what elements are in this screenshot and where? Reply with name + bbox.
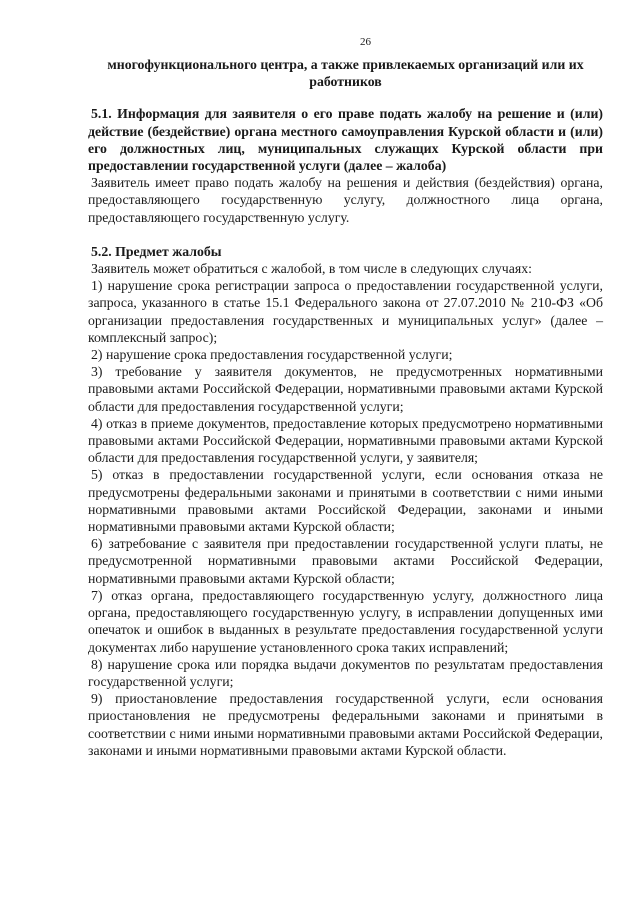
page-number: 26 <box>360 36 371 48</box>
list-item: 6) затребование с заявителя при предоставлении государственной услуги платы, не предусмотренной нормативными правовыми актами Российской Федерации, нормативными правовыми актами Курской области; <box>88 536 603 586</box>
document-page <box>88 36 603 759</box>
continued-section-title: многофункционального центра, а также привлекаемых организаций или их работников <box>107 57 584 90</box>
list-item: 5) отказ в предоставлении государственной услуги, если основания отказа не предусмотрены федеральными законами и принятыми в соответствии с ними иными нормативными правовыми актами Российской Федерации, законами и иными нормативными правовыми актами Курской области; <box>88 467 603 535</box>
section-5-1-title: 5.1. Информация для заявителя о его праве подать жалобу на решение и (или) действие (бездействие) органа местного самоуправления Курской области и (или) его должностных лиц, муниципальных служащих Курской области при предоставлении государственной услуги (далее – жалоба) <box>88 106 603 174</box>
section-5-2-title: 5.2. Предмет жалобы <box>91 243 222 259</box>
list-item: 9) приостановление предоставления государственной услуги, если основания приостановления не предусмотрены федеральными законами и принятыми в соответствии с ними иными нормативными правовыми актами Российской Федерации, законами и иными нормативными правовыми актами Курской области. <box>88 691 603 758</box>
list-item: 4) отказ в приеме документов, предоставление которых предусмотрено нормативными правовыми актами Российской Федерации, нормативными правовыми актами Курской области для предоставления государственной услуги, у заявителя; <box>88 415 603 466</box>
list-item: 7) отказ органа, предоставляющего государственную услугу, должностного лица органа, предоставляющего государственную услугу, в исправлении допущенных ими опечаток и ошибок в выданных в результате предоставления государственной услуги документах либо нарушение установленного срока таких исправлений; <box>88 587 603 655</box>
list-item: 2) нарушение срока предоставления государственной услуги; <box>91 347 453 363</box>
section-5-1-paragraph: Заявитель имеет право подать жалобу на решения и действия (бездействия) органа, предоставляющего государственную услугу, должностного лица органа, предоставляющего государственную услугу. <box>88 175 603 225</box>
list-item: 3) требование у заявителя документов, не предусмотренных нормативными правовыми актами Российской Федерации, нормативными правовыми актами Курской области для предоставления государственной услуги; <box>88 364 603 414</box>
complaint-cases-list <box>88 277 603 759</box>
section-spacer <box>88 226 603 243</box>
section-5-2-intro: Заявитель может обратиться с жалобой, в том числе в следующих случаях: <box>91 261 532 277</box>
list-item: 8) нарушение срока или порядка выдачи документов по результатам предоставления государственной услуги; <box>88 656 603 689</box>
list-item: 1) нарушение срока регистрации запроса о предоставлении государственной услуги, запроса, указанного в статье 15.1 Федерального закона от 27.07.2010 № 210-ФЗ «Об организации предоставления государственных и муниципальных услуг» (далее – комплексный запрос); <box>88 278 603 345</box>
